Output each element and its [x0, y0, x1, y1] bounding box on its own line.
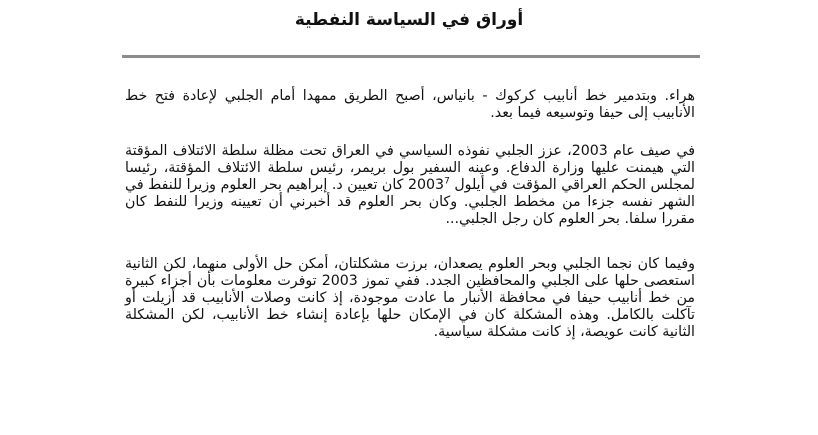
header-divider — [122, 55, 700, 58]
footnote-marker[interactable]: 7 — [444, 176, 450, 187]
paragraph-2-continuation: كان تعيين د. إبراهيم بحر العلوم وزيرا للنفط في الشهر نفسه جزءا من مخطط الجلبي. وكان بحر العلوم قد أخبرني أن تعيينه وزيرا للنفط كان مقررا سلفا. بحر العلوم كان رجل الجلبي... — [125, 177, 695, 227]
paragraph-2-text: في صيف عام 2003، عزز الجلبي نفوذه السياسي في العراق تحت مظلة سلطة الائتلاف المؤقتة التي هيمنت عليها وزارة الدفاع. وعينه السفير بول بريمر، رئيس سلطة الائتلاف المؤقتة، رئيسا لمجلس الحكم العراقي المؤقت في أيلول 2003 — [125, 143, 695, 193]
paragraph-2 — [125, 143, 695, 228]
body-text — [125, 88, 695, 362]
page-header-title: أوراق في السياسة النفطية — [294, 10, 524, 30]
paragraph-1: هراء. وبتدمير خط أنابيب كركوك - بانياس، أصبح الطريق ممهدا أمام الجلبي لإعادة فتح خط الأنابيب إلى حيفا وتوسيعه فيما بعد. — [125, 88, 695, 121]
paragraph-3: وفيما كان نجما الجلبي وبحر العلوم يصعدان، برزت مشكلتان، أمكن حل الأولى منهما، لكن الثانية استعصى حلها على الجلبي والمحافظين الجدد. ففي تموز 2003 توفرت معلومات بأن أجزاء كبيرة من خط أنابيب حيفا في محافظة الأنبار ما عادت موجودة، إذ كانت وصلات الأنابيب قد أزيلت أو تآكلت بالكامل. وهذه المشكلة كان في الإمكان حلها بإعادة إنشاء خط الأنابيب، لكن المشكلة الثانية كانت عويصة، إذ كانت مشكلة سياسية. — [125, 256, 695, 340]
